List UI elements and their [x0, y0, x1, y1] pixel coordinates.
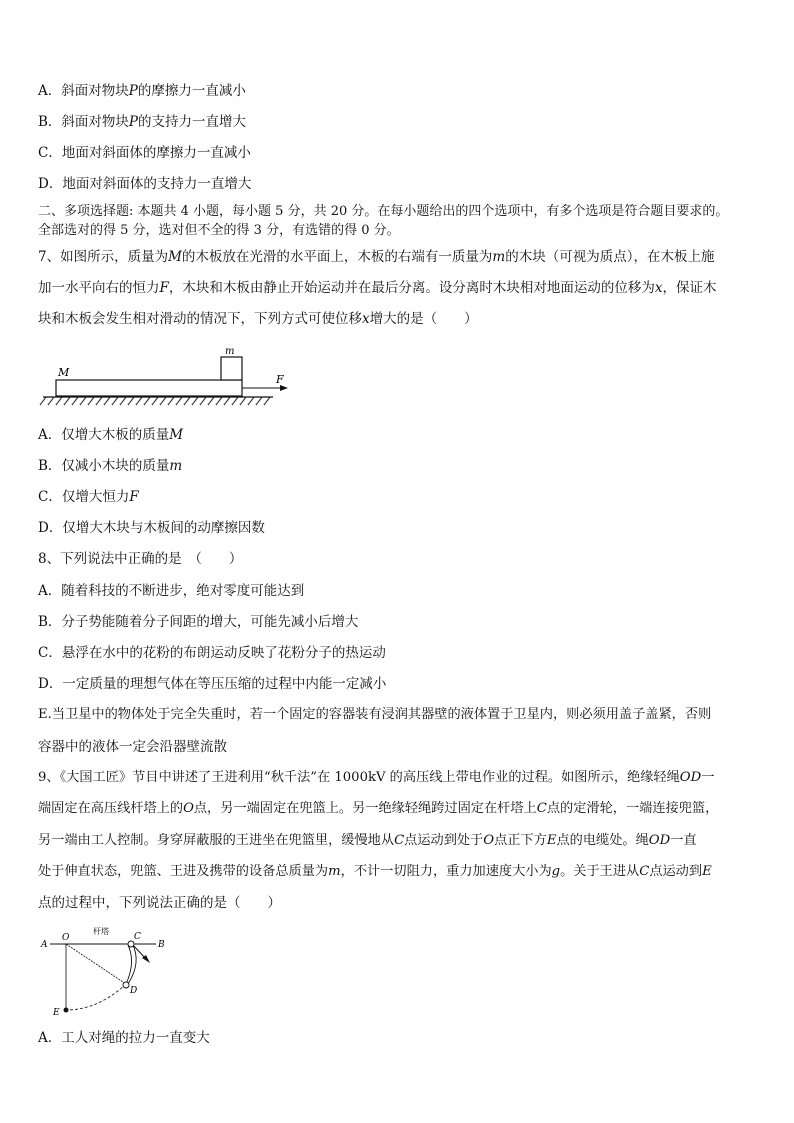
label-m: m [225, 346, 235, 357]
rope-CD [126, 945, 132, 984]
q8-option-a: A．随着科技的不断进步，绝对零度可能达到 [38, 583, 305, 599]
q9-stem-line3: 另一端由工人控制。身穿屏蔽服的王进坐在兜篮里，缓慢地从C点运动到处于O点正下方E点的电缆处。绳OD一直 [38, 833, 697, 848]
q8-option-e-line1: E.当卫星中的物体处于完全失重时，若一个固定的容器装有浸润其器壁的液体置于卫星内，则必须用盖子盖紧，否则 [38, 707, 712, 722]
label-A: A [41, 940, 48, 950]
q7-option-b: B．仅减小木块的质量m [38, 458, 183, 474]
q7-option-a: A．仅增大木板的质量M [38, 427, 184, 443]
point-E [64, 1008, 69, 1013]
q6-option-c: C．地面对斜面体的摩擦力一直减小 [38, 145, 251, 161]
path-arc-DE [66, 984, 126, 1010]
label-tower: 杆塔 [93, 927, 109, 936]
q6-option-d: D．地面对斜面体的支持力一直增大 [38, 176, 252, 192]
q8-option-c: C．悬浮在水中的花粉的布朗运动反映了花粉分子的热运动 [38, 645, 386, 661]
label-M: M [58, 366, 70, 379]
q7-stem-line3: 块和木板会发生相对滑动的情况下，下列方式可使位移x增大的是（ ） [38, 311, 478, 327]
q7-option-d: D．仅增大木块与木板间的动摩擦因数 [38, 520, 265, 536]
label-B: B [158, 940, 165, 950]
q6-option-a: A．斜面对物块P的摩擦力一直减小 [38, 83, 246, 99]
basket-D [123, 982, 129, 988]
label-C: C [134, 932, 141, 942]
q9-swing-figure [38, 922, 178, 1017]
label-D: D [130, 986, 138, 996]
q8-stem: 8、下列说法中正确的是 （ ） [38, 551, 243, 567]
board-rect [56, 380, 242, 396]
q7-board-block-figure [38, 340, 298, 410]
label-F: F [276, 373, 284, 386]
rope-OD [66, 944, 126, 984]
q8-option-d: D．一定质量的理想气体在等压压缩的过程中内能一定减小 [38, 676, 387, 692]
block-rect [221, 357, 242, 380]
q7-option-c: C．仅增大恒力F [38, 489, 139, 505]
label-E: E [53, 1008, 60, 1017]
q8-option-e-line2: 容器中的液体一定会沿器壁流散 [38, 739, 227, 755]
ground-hatching [40, 397, 270, 405]
q9-stem-line2: 端固定在高压线杆塔上的O点，另一端固定在兜篮上。另一绝缘轻绳跨过固定在杆塔上C点的定滑轮，一端连接兜篮， [38, 801, 719, 816]
q7-stem-line1: 7、如图所示，质量为M的木板放在光滑的水平面上，木板的右端有一质量为m的木块（可视为质点），在木板上施 [38, 249, 715, 265]
q7-stem-line2: 加一水平向右的恒力F，木块和木板由静止开始运动并在最后分离。设分离时木块相对地面运动的位移为x，保证木 [38, 280, 717, 296]
q9-stem-line4: 处于伸直状态，兜篮、王进及携带的设备总质量为m，不计一切阻力，重力加速度大小为g。关于王进从C点运动到E [38, 864, 712, 879]
label-O: O [62, 933, 70, 943]
q8-option-b: B．分子势能随着分子间距的增大，可能先减小后增大 [38, 614, 359, 630]
q9-stem-line5: 点的过程中，下列说法正确的是（ ） [38, 895, 281, 911]
q9-stem-line1: 9、《大国工匠》节目中讲述了王进利用“秋千法”在 1000kV 的高压线上带电作业的过程。如图所示，绝缘轻绳OD一 [38, 770, 715, 785]
section-heading-line1: 二、多项选择题: 本题共 4 小题，每小题 5 分，共 20 分。在每小题给出的四个选项中，有多个选项是符合题目要求的。 [38, 204, 729, 219]
q9-option-a: A．工人对绳的拉力一直变大 [38, 1030, 210, 1046]
q6-option-b: B．斜面对物块P的支持力一直增大 [38, 114, 247, 130]
section-heading-line2: 全部选对的得 5 分，选对但不全的得 3 分，有选错的得 0 分。 [38, 223, 400, 238]
